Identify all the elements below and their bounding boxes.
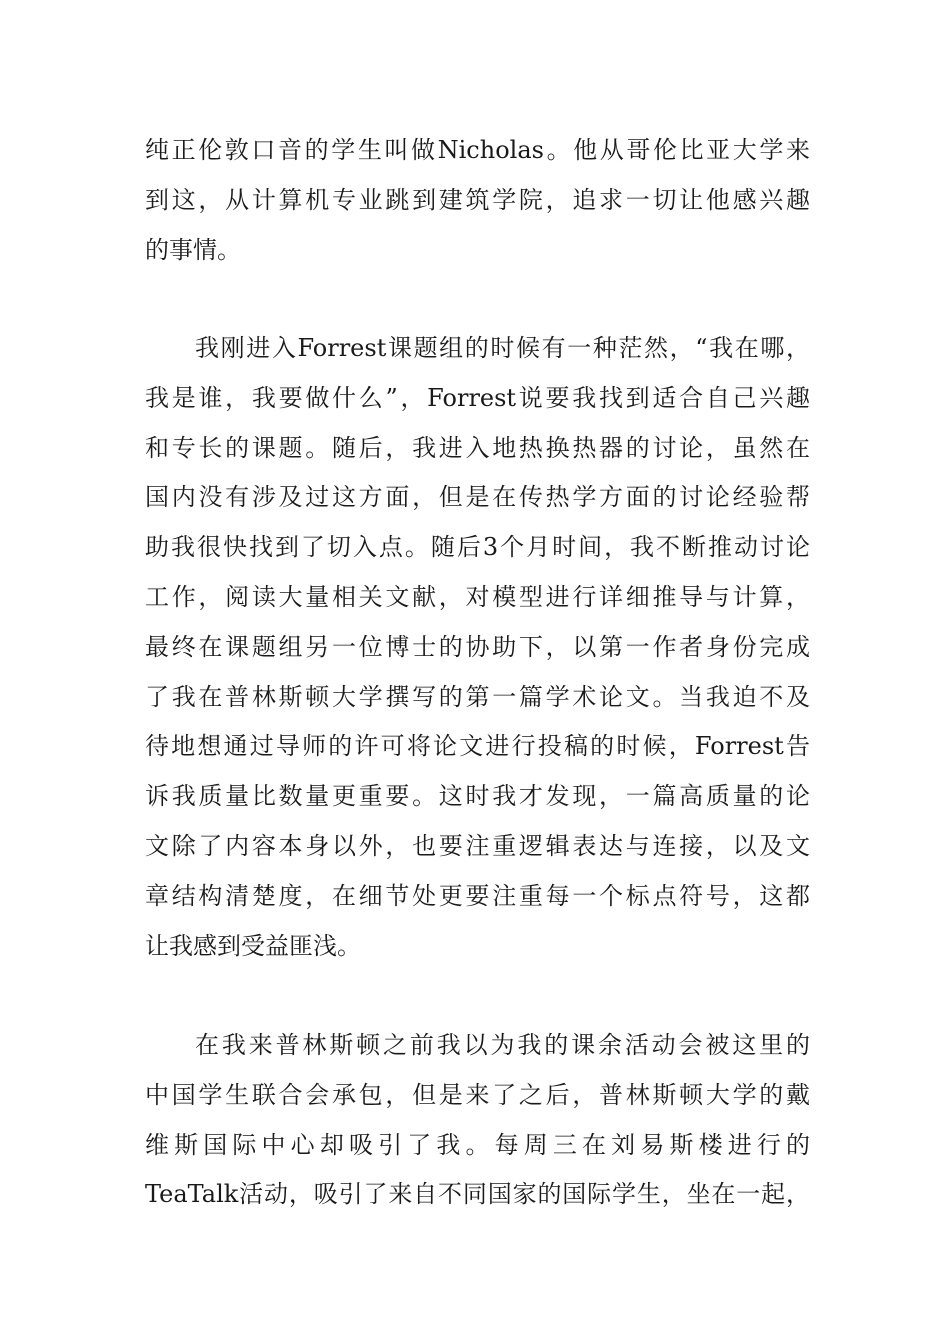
- paragraph-line: 让我感到受益匪浅。: [145, 931, 361, 960]
- paragraph-line: 的事情。: [145, 235, 241, 264]
- paragraph-line: 诉我质量比数量更重要。这时我才发现，一篇高质量的论: [145, 782, 810, 811]
- paragraph-line: 中国学生联合会承包，但是来了之后，普林斯顿大学的戴: [145, 1080, 810, 1109]
- paragraph-line: 了我在普林斯顿大学撰写的第一篇学术论文。当我迫不及: [145, 682, 810, 711]
- paragraph-line: 章结构清楚度，在细节处更要注重每一个标点符号，这都: [145, 881, 810, 910]
- paragraph-line: 和专长的课题。随后，我进入地热换热器的讨论，虽然在: [145, 433, 810, 462]
- paragraph-3: [145, 1021, 810, 1220]
- paragraph-2: [145, 324, 810, 971]
- paragraph-line: 文除了内容本身以外，也要注重逻辑表达与连接，以及文: [145, 831, 810, 860]
- paragraph-line: TeaTalk活动，吸引了来自不同国家的国际学生，坐在一起，: [145, 1180, 810, 1209]
- paragraph-line: 助我很快找到了切入点。随后3个月时间，我不断推动讨论: [145, 533, 810, 562]
- paragraph-line: 我是谁，我要做什么”，Forrest说要我找到适合自己兴趣: [145, 383, 810, 412]
- paragraph-line: 工作，阅读大量相关文献，对模型进行详细推导与计算，: [145, 582, 810, 611]
- paragraph-line: 最终在课题组另一位博士的协助下，以第一作者身份完成: [145, 632, 810, 661]
- paragraph-line: 待地想通过导师的许可将论文进行投稿的时候，Forrest告: [145, 732, 810, 761]
- paragraph-line: 国内没有涉及过这方面，但是在传热学方面的讨论经验帮: [145, 483, 810, 512]
- paragraph-line: 我刚进入Forrest课题组的时候有一种茫然，“我在哪，: [195, 334, 810, 362]
- paragraph-line: 纯正伦敦口音的学生叫做Nicholas。他从哥伦比亚大学来: [145, 136, 810, 164]
- paragraph-1: [145, 126, 810, 275]
- paragraph-line: 维斯国际中心却吸引了我。每周三在刘易斯楼进行的: [145, 1130, 810, 1159]
- paragraph-line: 在我来普林斯顿之前我以为我的课余活动会被这里的: [195, 1031, 810, 1059]
- paragraph-line: 到这，从计算机专业跳到建筑学院，追求一切让他感兴趣: [145, 185, 810, 214]
